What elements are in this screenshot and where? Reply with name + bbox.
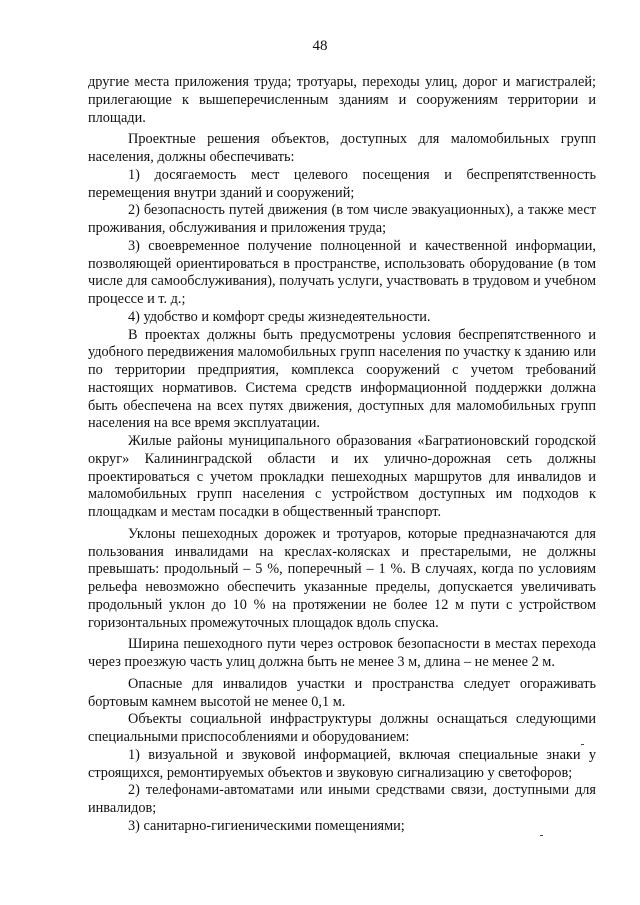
body-text — [88, 74, 596, 836]
paragraph: Уклоны пешеходных дорожек и тротуаров, которые предназначаются для пользования инвалидами на креслах-колясках и престарелыми, не должны превышать: продольный – 5 %, поперечный – 1 %. В случаях, когда по условиям рельефа невозможно обеспечить указанные пределы, допускается увеличивать продольный уклон до 10 % на протяжении не более 12 м пути с устройством горизонтальных промежуточных площадок вдоль спуска. — [88, 525, 596, 631]
list-item: 3) своевременное получение полноценной и качественной информации, позволяющей ориентироваться в пространстве, использовать оборудование (в том числе для самообслуживания), получать услуги, участвовать в трудовом и учебном процессе и т. д.; — [88, 237, 596, 307]
list-item: 1) досягаемость мест целевого посещения и беспрепятственность перемещения внутри зданий и сооружений; — [88, 166, 596, 201]
paragraph: В проектах должны быть предусмотрены условия беспрепятственного и удобного передвижения маломобильных групп населения по участку к зданию или по территории предприятия, комплекса сооружений с учетом требований настоящих нормативов. Система средств информационной поддержки должна быть обеспечена на всех путях движения, доступных для маломобильных групп населения на все время эксплуатации. — [88, 326, 596, 432]
list-item: 2) безопасность путей движения (в том числе эвакуационных), а также мест проживания, обслуживания и приложения труда; — [88, 202, 596, 236]
paragraph: Объекты социальной инфраструктуры должны оснащаться следующими специальными приспособлениями и оборудованием: — [88, 711, 596, 745]
paragraph: Ширина пешеходного пути через островок безопасности в местах перехода через проезжую часть улиц должна быть не менее 3 м, длина – не менее 2 м. — [88, 636, 596, 670]
list-item: 3) санитарно-гигиеническими помещениями; — [128, 817, 405, 834]
scan-speck — [581, 744, 584, 745]
list-item: 2) телефонами-автоматами или иными средствами связи, доступными для инвалидов; — [88, 782, 596, 816]
paragraph: Опасные для инвалидов участки и пространства следует огораживать бортовым камнем высотой не менее 0,1 м. — [88, 675, 596, 710]
paragraph: Проектные решения объектов, доступных для маломобильных групп населения, должны обеспечивать: — [88, 131, 596, 165]
scan-speck — [540, 835, 543, 836]
page-number: 48 — [312, 38, 328, 54]
paragraph: другие места приложения труда; тротуары, переходы улиц, дорог и магистралей; прилегающие к вышеперечисленным зданиям и сооружениям территории и площади. — [88, 74, 596, 126]
paragraph: Жилые районы муниципального образования «Багратионовский городской округ» Калининградской области и их улично-дорожная сеть должны проектироваться с учетом прокладки пешеходных маршрутов для инвалидов и маломобильных групп населения с устройством доступных им подходов к площадкам и местам посадки в общественный транспорт. — [88, 433, 596, 520]
list-item: 1) визуальной и звуковой информацией, включая специальные знаки у строящихся, ремонтируемых объектов и звуковую сигнализацию у светофоров; — [88, 746, 596, 781]
list-item: 4) удобство и комфорт среды жизнедеятельности. — [128, 308, 431, 325]
